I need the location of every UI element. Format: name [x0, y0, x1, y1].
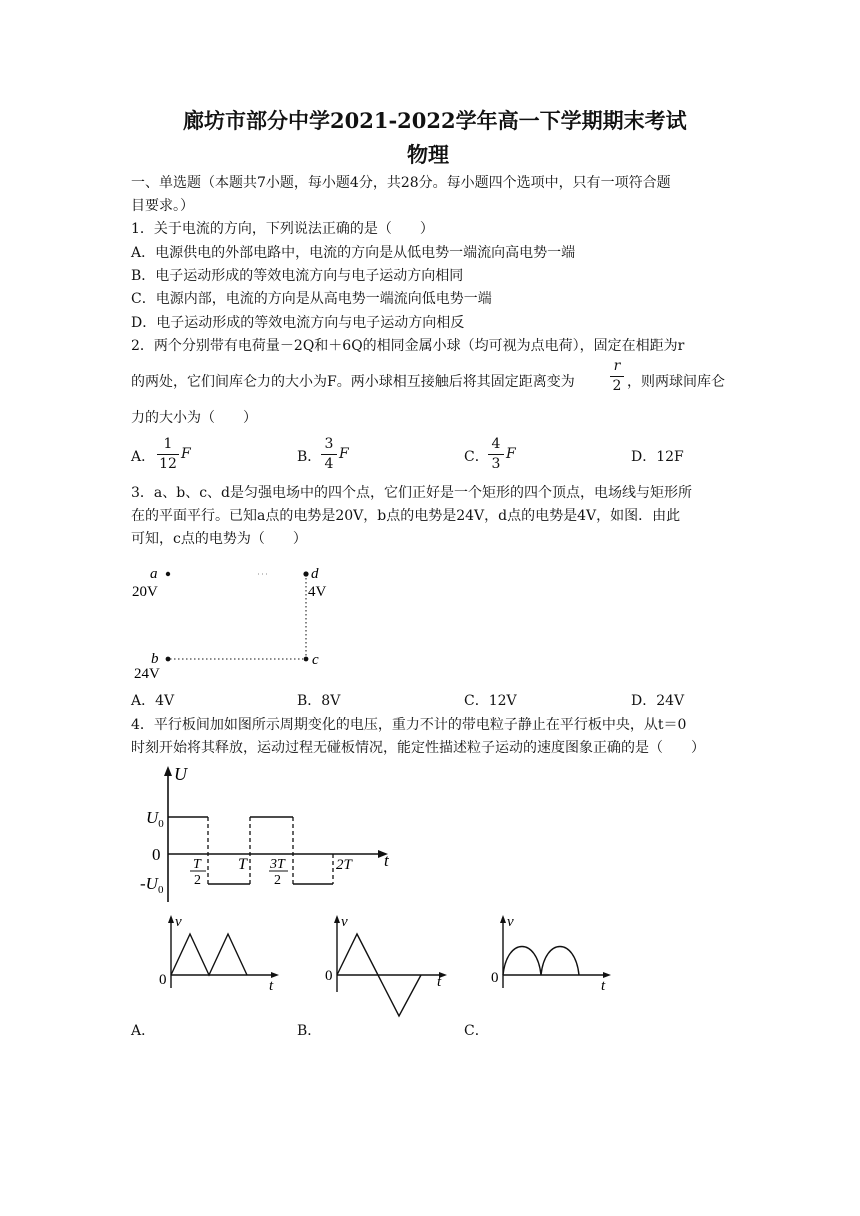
q4-option-b: B． [297, 1023, 322, 1039]
q3-label-d-voltage: 4V [308, 584, 327, 600]
q4b-zero-label: 0 [325, 968, 333, 984]
q2-line1: 2．两个分别带有电荷量－2Q和＋6Q的相同金属小球（均可视为点电荷），固定在相距为r [131, 338, 685, 354]
q3-label-c: c [312, 652, 319, 668]
q2-fraction-r-over-2 [608, 358, 626, 395]
q2-option-c-num: 4 [491, 436, 501, 452]
q2-frac-bar [610, 376, 624, 377]
page-title: 廊坊市部分中学2021-2022学年高一下学期期末考试 [183, 108, 687, 133]
q3-point-c-dot [304, 657, 309, 662]
q3-option-d: D．24V [631, 693, 685, 709]
q3-label-d: d [311, 566, 319, 582]
q1-option-d: D．电子运动形成的等效电流方向与电子运动方向相反 [131, 315, 465, 331]
q2-frac-den: 2 [612, 378, 622, 394]
q1-option-a: A．电源供电的外部电路中，电流的方向是从低电势一端流向高电势一端 [131, 245, 576, 261]
q4-u0-label: $U_0$ [146, 808, 164, 830]
q4-neg-u0-label: $-U_0$ [140, 874, 164, 896]
q4c-t-label: t [601, 978, 606, 992]
q4c-v-label: v [507, 914, 514, 930]
q3-point-b-dot [166, 657, 171, 662]
q3-option-c: C．12V [464, 693, 517, 709]
subject-title: 物理 [407, 142, 449, 167]
q4-tick-3half-num: 3T [270, 857, 285, 872]
q2-option-a-den: 12 [159, 456, 177, 472]
q2-option-c-den: 3 [491, 456, 501, 472]
q4-t-label: t [384, 851, 389, 870]
q2-line2b: ，则两球间库仑 [627, 374, 725, 390]
q2-frac-num: r [613, 358, 621, 374]
q3-label-a: a [150, 566, 158, 582]
q4b-v-axis-arrow [334, 915, 340, 923]
q4a-v-axis-arrow [168, 915, 174, 923]
q4-tick-2T: 2T [336, 857, 352, 873]
q4a-t-label: t [269, 978, 274, 992]
q4-u-axis-arrow [164, 766, 172, 776]
q4-option-c: C． [464, 1023, 489, 1039]
q2-option-a-letter: A． [131, 449, 156, 465]
q3-option-a: A．4V [131, 693, 175, 709]
q1-stem: 1．关于电流的方向，下列说法正确的是（ ） [131, 221, 434, 237]
q4-zero-label: 0 [152, 845, 161, 864]
q4c-v-axis-arrow [500, 915, 506, 923]
q3-line1: 3．a、b、c、d是匀强电场中的四个点，它们正好是一个矩形的四个顶点，电场线与矩形所 [131, 485, 693, 501]
q1-option-b: B．电子运动形成的等效电流方向与电子运动方向相同 [131, 268, 464, 284]
q3-label-a-voltage: 20V [132, 584, 158, 600]
q4-square-wave-dashed-edges [168, 817, 333, 884]
q2-option-c-letter: C． [464, 449, 489, 465]
q4-line1: 4．平行板间加如图所示周期变化的电压，重力不计的带电粒子静止在平行板中央，从t＝0 [131, 717, 687, 733]
q4c-velocity-curve [503, 947, 579, 976]
q3-label-b-voltage: 24V [134, 666, 160, 682]
q2-line2a: 的两处，它们间库仑力的大小为F。两小球相互接触后将其固定距离变为 [131, 374, 575, 390]
q4-tick-half-num: T [193, 857, 201, 872]
q3-label-b: b [151, 651, 159, 667]
q4-voltage-graph [130, 762, 400, 912]
q3-point-d-dot [303, 571, 308, 576]
q4-u-label: U [174, 764, 187, 784]
q2-option-d-letter: D． [631, 449, 657, 465]
q2-option-d-text: 12F [656, 449, 684, 465]
section-heading-line2: 目要求。） [131, 198, 194, 214]
q4b-t-label: t [437, 974, 442, 990]
q2-option-c-var: F [506, 446, 516, 462]
q2-option-a-num: 1 [163, 436, 173, 452]
q3-line3: 可知，c点的电势为（ ） [131, 531, 307, 547]
q4-velocity-graph-b [321, 912, 456, 1022]
q2-line3: 力的大小为（ ） [131, 410, 257, 426]
q4-velocity-graph-c [487, 912, 617, 992]
q4b-v-label: v [341, 914, 348, 930]
q2-option-b-num: 3 [324, 436, 334, 452]
q3-rectangle-figure [128, 560, 338, 685]
q4-option-a: A． [131, 1023, 156, 1039]
q4c-zero-label: 0 [491, 970, 499, 986]
q4a-v-label: v [175, 914, 182, 930]
q4-tick-3half-den: 2 [274, 873, 281, 888]
q4-tick-T: T [238, 856, 247, 873]
q3-line2: 在的平面平行。已知a点的电势是20V，b点的电势是24V，d点的电势是4V，如图．由此 [131, 508, 681, 524]
q3-point-a-dot [166, 572, 170, 576]
q4a-velocity-curve [171, 934, 247, 975]
q4-line2: 时刻开始将其释放，运动过程无碰板情况，能定性描述粒子运动的速度图象正确的是（ ） [131, 740, 705, 756]
section-heading-line1: 一、单选题（本题共7小题，每小题4分，共28分。每小题四个选项中，只有一项符合题 [131, 175, 671, 191]
q4-velocity-graph-a [155, 912, 285, 992]
q4-tick-half-den: 2 [194, 873, 201, 888]
q3-option-b: B．8V [297, 693, 341, 709]
q2-option-a-var: F [181, 446, 191, 462]
q2-option-d [631, 446, 684, 466]
q2-option-b-den: 4 [324, 456, 334, 472]
q2-option-b-letter: B． [297, 449, 322, 465]
q2-option-b-var: F [339, 446, 349, 462]
q1-option-c: C．电源内部，电流的方向是从高电势一端流向低电势一端 [131, 291, 492, 307]
q4a-zero-label: 0 [159, 972, 167, 988]
